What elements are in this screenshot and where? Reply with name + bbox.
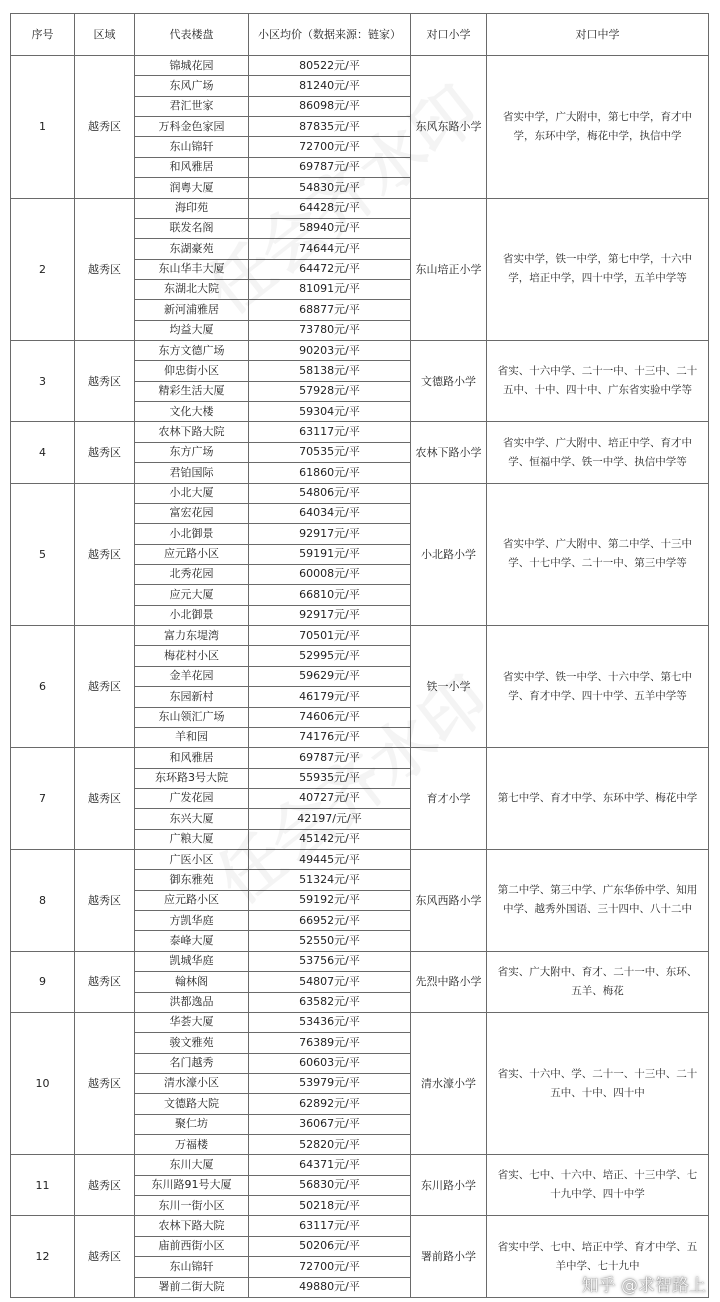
estate-price-cell: 92917元/平	[249, 605, 411, 625]
district-cell: 越秀区	[75, 850, 135, 952]
middle-school-cell: 省实中学、铁一中学、十六中学、第七中学、育才中学、四十中学、五羊中学等	[487, 626, 709, 748]
estate-name-cell: 新河浦雅居	[135, 300, 249, 320]
estate-name-cell: 东兴大厦	[135, 809, 249, 829]
estate-name-cell: 东湖豪苑	[135, 239, 249, 259]
estate-name-cell: 东环路3号大院	[135, 768, 249, 788]
table-row	[11, 341, 709, 361]
estate-name-cell: 御东雅苑	[135, 870, 249, 890]
row-number: 11	[11, 1155, 75, 1216]
primary-school-cell: 东川路小学	[411, 1155, 487, 1216]
estate-name-cell: 羊和园	[135, 727, 249, 747]
estate-name-cell: 君铂国际	[135, 463, 249, 483]
estate-price-cell: 51324元/平	[249, 870, 411, 890]
estate-price-cell: 55935元/平	[249, 768, 411, 788]
row-number: 7	[11, 748, 75, 850]
estate-name-cell: 广粮大厦	[135, 829, 249, 849]
middle-school-cell: 省实、十六中、学、二十一、十三中、二十五中、十中、四十中	[487, 1012, 709, 1155]
primary-school-cell: 育才小学	[411, 748, 487, 850]
header-price: 小区均价（数据来源：链家）	[249, 14, 411, 56]
middle-school-cell: 省实中学、广大附中、第二中学、十三中学、十七中学、二十一中、第三中学等	[487, 483, 709, 626]
estate-name-cell: 农林下路大院	[135, 422, 249, 442]
table-row	[11, 1012, 709, 1032]
table-row	[11, 56, 709, 76]
row-number: 8	[11, 850, 75, 952]
estate-name-cell: 东川路91号大厦	[135, 1175, 249, 1195]
header-primary-school: 对口小学	[411, 14, 487, 56]
district-cell: 越秀区	[75, 198, 135, 341]
row-number: 4	[11, 422, 75, 483]
estate-price-cell: 81091元/平	[249, 279, 411, 299]
estate-name-cell: 骏文雅苑	[135, 1033, 249, 1053]
estate-name-cell: 东方广场	[135, 442, 249, 462]
primary-school-cell: 文德路小学	[411, 341, 487, 422]
estate-name-cell: 和风雅居	[135, 157, 249, 177]
estate-name-cell: 东山锦轩	[135, 1257, 249, 1277]
estate-name-cell: 东园新村	[135, 687, 249, 707]
estate-name-cell: 联发名阁	[135, 218, 249, 238]
header-middle-school: 对口中学	[487, 14, 709, 56]
estate-price-cell: 40727元/平	[249, 788, 411, 808]
estate-name-cell: 小北御景	[135, 605, 249, 625]
estate-price-cell: 52550元/平	[249, 931, 411, 951]
estate-name-cell: 精彩生活大厦	[135, 381, 249, 401]
estate-price-cell: 81240元/平	[249, 76, 411, 96]
estate-name-cell: 富宏花园	[135, 503, 249, 523]
primary-school-cell: 东风西路小学	[411, 850, 487, 952]
estate-price-cell: 59192元/平	[249, 890, 411, 910]
row-number: 1	[11, 56, 75, 199]
estate-name-cell: 仰忠街小区	[135, 361, 249, 381]
estate-price-cell: 53436元/平	[249, 1012, 411, 1032]
estate-price-cell: 54807元/平	[249, 972, 411, 992]
estate-price-cell: 80522元/平	[249, 56, 411, 76]
estate-price-cell: 59304元/平	[249, 402, 411, 422]
estate-name-cell: 润粤大厦	[135, 178, 249, 198]
estate-price-cell: 66952元/平	[249, 911, 411, 931]
estate-price-cell: 86098元/平	[249, 96, 411, 116]
middle-school-cell: 省实、十六中学、二十一中、十三中、二十五中、十中、四十中、广东省实验中学等	[487, 341, 709, 422]
row-number: 6	[11, 626, 75, 748]
estate-price-cell: 59191元/平	[249, 544, 411, 564]
estate-price-cell: 53756元/平	[249, 951, 411, 971]
estate-price-cell: 74606元/平	[249, 707, 411, 727]
estate-name-cell: 和风雅居	[135, 748, 249, 768]
estate-price-cell: 45142元/平	[249, 829, 411, 849]
middle-school-cell: 第二中学、第三中学、广东华侨中学、知用中学、越秀外国语、三十四中、八十二中	[487, 850, 709, 952]
estate-price-cell: 50218元/平	[249, 1196, 411, 1216]
zhihu-credit: 知乎 @求智路上	[581, 1276, 706, 1296]
estate-price-cell: 52995元/平	[249, 646, 411, 666]
primary-school-cell: 东风东路小学	[411, 56, 487, 199]
estate-price-cell: 62892元/平	[249, 1094, 411, 1114]
middle-school-cell: 省实、广大附中、育才、二十一中、东环、五羊、梅花	[487, 951, 709, 1012]
estate-price-cell: 54806元/平	[249, 483, 411, 503]
estate-price-cell: 49445元/平	[249, 850, 411, 870]
estate-name-cell: 东山华丰大厦	[135, 259, 249, 279]
estate-price-cell: 59629元/平	[249, 666, 411, 686]
estate-price-cell: 63117元/平	[249, 1216, 411, 1236]
estate-price-cell: 46179元/平	[249, 687, 411, 707]
estate-name-cell: 金羊花园	[135, 666, 249, 686]
estate-name-cell: 翰林阁	[135, 972, 249, 992]
district-cell: 越秀区	[75, 56, 135, 199]
estate-price-cell: 92917元/平	[249, 524, 411, 544]
estate-price-cell: 64371元/平	[249, 1155, 411, 1175]
estate-price-cell: 50206元/平	[249, 1236, 411, 1256]
estate-price-cell: 64472元/平	[249, 259, 411, 279]
row-number: 9	[11, 951, 75, 1012]
estate-name-cell: 应元大厦	[135, 585, 249, 605]
estate-price-cell: 69787元/平	[249, 157, 411, 177]
estate-name-cell: 文化大楼	[135, 402, 249, 422]
district-cell: 越秀区	[75, 951, 135, 1012]
table-row	[11, 1216, 709, 1236]
estate-name-cell: 农林下路大院	[135, 1216, 249, 1236]
estate-name-cell: 署前二街大院	[135, 1277, 249, 1297]
estate-name-cell: 广医小区	[135, 850, 249, 870]
estate-price-cell: 68877元/平	[249, 300, 411, 320]
estate-price-cell: 74644元/平	[249, 239, 411, 259]
estate-name-cell: 东川大厦	[135, 1155, 249, 1175]
header-no: 序号	[11, 14, 75, 56]
row-number: 10	[11, 1012, 75, 1155]
estate-name-cell: 海印苑	[135, 198, 249, 218]
table-row	[11, 1155, 709, 1175]
middle-school-cell: 省实中学、七中、培正中学、育才中学、五羊中学、七十九中	[487, 1216, 709, 1297]
estate-name-cell: 万福楼	[135, 1135, 249, 1155]
estate-price-cell: 63117元/平	[249, 422, 411, 442]
estate-name-cell: 锦城花园	[135, 56, 249, 76]
estate-price-cell: 66810元/平	[249, 585, 411, 605]
estate-price-cell: 74176元/平	[249, 727, 411, 747]
row-number: 2	[11, 198, 75, 341]
estate-name-cell: 东山锦轩	[135, 137, 249, 157]
middle-school-cell: 省实中学、广大附中、培正中学、育才中学、恒福中学、铁一中学、执信中学等	[487, 422, 709, 483]
estate-price-cell: 58940元/平	[249, 218, 411, 238]
estate-price-cell: 72700元/平	[249, 137, 411, 157]
estate-price-cell: 52820元/平	[249, 1135, 411, 1155]
estate-price-cell: 69787元/平	[249, 748, 411, 768]
school-district-table-container	[10, 13, 708, 1298]
primary-school-cell: 农林下路小学	[411, 422, 487, 483]
district-cell: 越秀区	[75, 1216, 135, 1297]
table-row	[11, 626, 709, 646]
estate-name-cell: 北秀花园	[135, 564, 249, 584]
estate-name-cell: 君汇世家	[135, 96, 249, 116]
estate-price-cell: 60008元/平	[249, 564, 411, 584]
primary-school-cell: 署前路小学	[411, 1216, 487, 1297]
estate-price-cell: 90203元/平	[249, 341, 411, 361]
estate-name-cell: 清水濠小区	[135, 1073, 249, 1093]
header-area: 区域	[75, 14, 135, 56]
estate-price-cell: 76389元/平	[249, 1033, 411, 1053]
table-row	[11, 951, 709, 971]
estate-name-cell: 文德路大院	[135, 1094, 249, 1114]
primary-school-cell: 小北路小学	[411, 483, 487, 626]
district-cell: 越秀区	[75, 422, 135, 483]
estate-name-cell: 广发花园	[135, 788, 249, 808]
estate-name-cell: 东山领汇广场	[135, 707, 249, 727]
estate-price-cell: 73780元/平	[249, 320, 411, 340]
estate-name-cell: 东风广场	[135, 76, 249, 96]
estate-price-cell: 70535元/平	[249, 442, 411, 462]
row-number: 12	[11, 1216, 75, 1297]
table-row	[11, 850, 709, 870]
estate-price-cell: 64428元/平	[249, 198, 411, 218]
estate-price-cell: 42197/元/平	[249, 809, 411, 829]
estate-name-cell: 东湖北大院	[135, 279, 249, 299]
estate-price-cell: 56830元/平	[249, 1175, 411, 1195]
estate-name-cell: 洪都逸品	[135, 992, 249, 1012]
estate-name-cell: 小北御景	[135, 524, 249, 544]
school-district-table	[10, 13, 709, 1298]
estate-name-cell: 万科金色家园	[135, 117, 249, 137]
estate-price-cell: 49880元/平	[249, 1277, 411, 1297]
estate-name-cell: 东方文德广场	[135, 341, 249, 361]
table-row	[11, 422, 709, 442]
table-body	[11, 56, 709, 1298]
estate-name-cell: 应元路小区	[135, 544, 249, 564]
estate-name-cell: 小北大厦	[135, 483, 249, 503]
estate-name-cell: 聚仁坊	[135, 1114, 249, 1134]
estate-name-cell: 梅花村小区	[135, 646, 249, 666]
estate-name-cell: 东川一街小区	[135, 1196, 249, 1216]
estate-name-cell: 凯城华庭	[135, 951, 249, 971]
estate-price-cell: 57928元/平	[249, 381, 411, 401]
estate-price-cell: 58138元/平	[249, 361, 411, 381]
table-row	[11, 483, 709, 503]
district-cell: 越秀区	[75, 748, 135, 850]
estate-name-cell: 均益大厦	[135, 320, 249, 340]
middle-school-cell: 第七中学、育才中学、东环中学、梅花中学	[487, 748, 709, 850]
estate-price-cell: 36067元/平	[249, 1114, 411, 1134]
estate-name-cell: 应元路小区	[135, 890, 249, 910]
district-cell: 越秀区	[75, 626, 135, 748]
estate-price-cell: 60603元/平	[249, 1053, 411, 1073]
primary-school-cell: 先烈中路小学	[411, 951, 487, 1012]
middle-school-cell: 省实中学，广大附中，第七中学，育才中学，东环中学，梅花中学，执信中学	[487, 56, 709, 199]
estate-name-cell: 华荟大厦	[135, 1012, 249, 1032]
district-cell: 越秀区	[75, 483, 135, 626]
estate-name-cell: 泰峰大厦	[135, 931, 249, 951]
primary-school-cell: 东山培正小学	[411, 198, 487, 341]
estate-name-cell: 庙前西街小区	[135, 1236, 249, 1256]
header-estate: 代表楼盘	[135, 14, 249, 56]
estate-price-cell: 61860元/平	[249, 463, 411, 483]
district-cell: 越秀区	[75, 1012, 135, 1155]
estate-price-cell: 70501元/平	[249, 626, 411, 646]
middle-school-cell: 省实中学，铁一中学，第七中学，十六中学，培正中学，四十中学，五羊中学等	[487, 198, 709, 341]
estate-price-cell: 53979元/平	[249, 1073, 411, 1093]
table-header-row	[11, 14, 709, 56]
table-row	[11, 198, 709, 218]
estate-price-cell: 63582元/平	[249, 992, 411, 1012]
estate-price-cell: 87835元/平	[249, 117, 411, 137]
row-number: 5	[11, 483, 75, 626]
estate-price-cell: 64034元/平	[249, 503, 411, 523]
estate-price-cell: 72700元/平	[249, 1257, 411, 1277]
estate-name-cell: 名门越秀	[135, 1053, 249, 1073]
district-cell: 越秀区	[75, 341, 135, 422]
table-row	[11, 748, 709, 768]
estate-name-cell: 富力东堤湾	[135, 626, 249, 646]
estate-name-cell: 方凯华庭	[135, 911, 249, 931]
row-number: 3	[11, 341, 75, 422]
primary-school-cell: 铁一小学	[411, 626, 487, 748]
primary-school-cell: 清水濠小学	[411, 1012, 487, 1155]
district-cell: 越秀区	[75, 1155, 135, 1216]
middle-school-cell: 省实、七中、十六中、培正、十三中学、七十九中学、四十中学	[487, 1155, 709, 1216]
estate-price-cell: 54830元/平	[249, 178, 411, 198]
